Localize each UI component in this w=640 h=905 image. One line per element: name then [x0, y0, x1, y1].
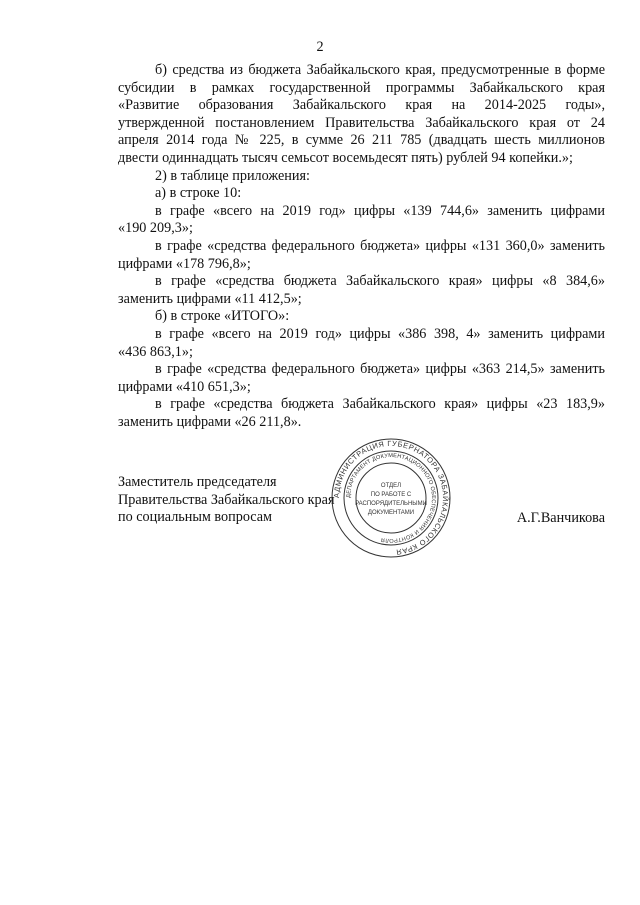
paragraph-total-total: [118, 326, 605, 361]
paragraph-item-2: [118, 168, 605, 186]
text-line: б) в строке «ИТОГО»:: [155, 308, 290, 325]
paragraph-item-b-budget: [118, 62, 605, 168]
paragraph-total-regional: [118, 396, 605, 431]
official-seal-stamp: [330, 437, 452, 559]
text-line: в графе «средства бюджета Забайкальского края» цифры «8 384,6»: [155, 273, 605, 290]
text-line: в графе «средства бюджета Забайкальского края» цифры «23 183,9»: [155, 396, 605, 413]
text-line: а) в строке 10:: [155, 185, 242, 202]
text-line: субсидии в рамках государственной программы Забайкальского края: [118, 79, 605, 96]
paragraph-row10-federal: [118, 238, 605, 273]
text-line: в графе «всего на 2019 год» цифры «386 398, 4» заменить цифрами: [155, 325, 605, 342]
text-line: в графе «средства федерального бюджета» цифры «363 214,5» заменить: [155, 361, 605, 378]
signatory-title-line: Заместитель председателя: [118, 474, 277, 490]
text-line: в графе «средства федерального бюджета» цифры «131 360,0» заменить: [155, 237, 605, 254]
signatory-name: А.Г.Ванчикова: [516, 510, 605, 526]
text-line: заменить цифрами «11 412,5»;: [118, 290, 302, 307]
text-line: «190 209,3»;: [118, 220, 193, 237]
seal-inner-textpath: ДЕПАРТАМЕНТ ДОКУМЕНТАЦИОННОГО ОБЕСПЕЧЕНИЯ И КОНТРОЛЯ: [345, 452, 437, 544]
seal-inner-text: [346, 453, 436, 543]
paragraph-row10-total: [118, 203, 605, 238]
seal-center-line: ПО РАБОТЕ С: [370, 492, 412, 498]
paragraph-item-2a: [118, 185, 605, 203]
paragraph-total-federal: [118, 361, 605, 396]
text-line: заменить цифрами «26 211,8».: [118, 413, 302, 430]
page-number: 2: [316, 39, 324, 55]
text-line: апреля 2014 года № 225, в сумме 26 211 785 (двадцать шесть миллионов: [118, 132, 605, 149]
seal-inner-ring: [356, 463, 426, 533]
seal-outer-textpath: АДМИНИСТРАЦИЯ ГУБЕРНАТОРА ЗАБАЙКАЛЬСКОГО КРАЯ: [331, 438, 451, 557]
document-body: [118, 62, 605, 431]
seal-middle-ring: [344, 451, 438, 545]
signatory-title-line: Правительства Забайкальского края: [118, 491, 335, 508]
paragraph-item-2b: [118, 308, 605, 326]
text-line: в графе «всего на 2019 год» цифры «139 744,6» заменить цифрами: [155, 202, 605, 219]
seal-center-line: ДОКУМЕНТАМИ: [367, 510, 415, 516]
text-line: цифрами «178 796,8»;: [118, 255, 251, 272]
seal-center-line: РАСПОРЯДИТЕЛЬНЫМИ: [355, 501, 427, 507]
text-line: «Развитие образования Забайкальского края на 2014-2025 годы»,: [118, 97, 605, 114]
text-line: двести одиннадцать тысяч семьсот восемьдесят пять) рублей 94 копейки.»;: [118, 149, 573, 166]
seal-center-text: [355, 483, 427, 516]
seal-center-line: ОТДЕЛ: [380, 483, 402, 489]
signatory-title-line: по социальным вопросам: [118, 509, 273, 526]
text-line: 2) в таблице приложения:: [155, 167, 310, 184]
text-line: утвержденной постановлением Правительства Забайкальского края от 24: [118, 114, 605, 131]
text-line: б) средства из бюджета Забайкальского края, предусмотренные в форме: [155, 62, 605, 78]
text-line: цифрами «410 651,3»;: [118, 378, 251, 395]
text-line: «436 863,1»;: [118, 343, 193, 360]
paragraph-row10-regional: [118, 273, 605, 308]
